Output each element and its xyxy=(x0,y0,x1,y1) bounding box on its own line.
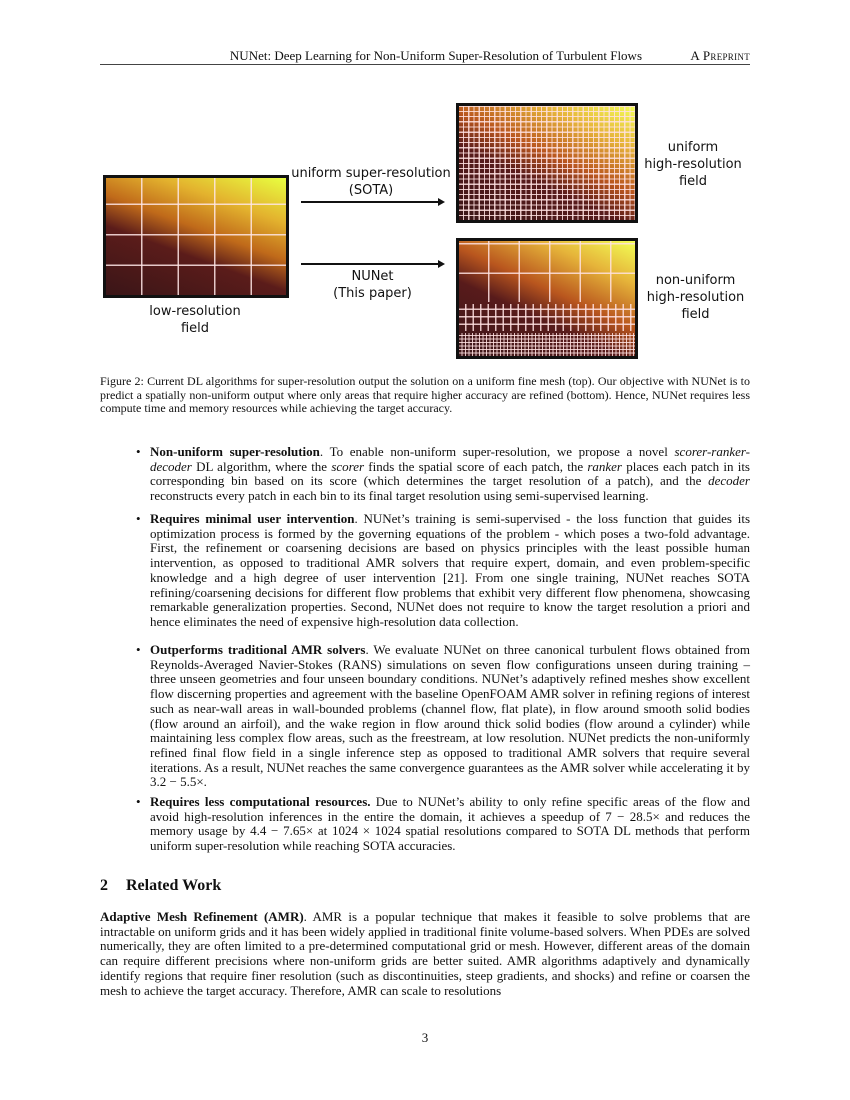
header-title: NUNet: Deep Learning for Non-Uniform Super-Resolution of Turbulent Flows xyxy=(229,48,642,63)
page-number: 3 xyxy=(421,1030,429,1045)
low-resolution-label: low-resolution field xyxy=(149,304,241,336)
header-tag: A Preprint xyxy=(690,48,750,63)
non-uniform-high-resolution-field-image xyxy=(456,238,638,359)
uniform-high-resolution-field-image xyxy=(456,103,638,223)
bullet-item: • Requires less computational resources. Due to NUNet’s ability to only refine specific areas of the flow and avoid high-resolution inferences in the entire the domain, it achieves a speedup of 7 − 28.5× and reduces the memory usage by 4.4 − 7.65× at 1024 × 1024 spatial resolutions compared to SOTA DL methods that perform uniform super-resolution while reaching SOTA accuracies. xyxy=(136,794,750,854)
uniform-hr-label: uniform high-resolution field xyxy=(644,140,742,189)
arrow-right-icon xyxy=(301,201,443,203)
caption-prefix: Figure 2: xyxy=(100,374,144,388)
running-header xyxy=(100,48,750,65)
bullet-item: • Non-uniform super-resolution. To enable non-uniform super-resolution, we propose a novel scorer-ranker-decoder DL algorithm, where the scorer finds the spatial score of each patch, the ranker places each patch in its corresponding bin based on its score (which determines the target resolution of a patch), and the decoder reconstructs every patch in each bin to its final target resolution using semi-supervised learning. xyxy=(136,444,751,504)
arrow-right-icon xyxy=(301,263,443,265)
section-heading: 2 Related Work xyxy=(100,877,222,894)
low-resolution-field-image xyxy=(103,175,289,298)
figure-caption xyxy=(100,375,750,416)
bullet-item: • Outperforms traditional AMR solvers. We evaluate NUNet on three canonical turbulent flows obtained from Reynolds-Averaged Navier-Stokes (RANS) simulations on seven flow configurations unseen during training – three unseen geometries and four unseen boundary conditions. NUNet’s adaptively refined meshes show excellent flow discerning properties and agreement with the baseline OpenFOAM AMR solver in refining regions of interest such as near-wall areas in wall-bounded problems (channel flow, flat plate), in flow around smooth solid bodies (flow around an airfoil), and the wake region in flow around thick solid bodies (flow around a cylinder) while maintaining less complex flow areas, such as the freestream, at low resolution. NUNet predicts the non-uniformly refined final flow field in a single inference step as opposed to traditional AMR solvers that require several iterations. As a result, NUNet reaches the same convergence guarantees as the AMR solver while accelerating it by 3.2 − 5.5×. xyxy=(136,642,750,790)
caption-text: Current DL algorithms for super-resolution output the solution on a uniform fine mesh (top). Our objective with NUNet is to predict a spatially non-uniform output where only areas that require higher accuracy are refined (bottom). Hence, NUNet requires less compute time and memory resources while achieving the target accuracy. xyxy=(100,374,751,415)
uniform-sr-label: uniform super-resolution (SOTA) xyxy=(291,166,451,198)
bullet-item: • Requires minimal user intervention. NUNet’s training is semi-supervised - the loss function that guides its optimization process is formed by the governing equations of the problem - which poses a two-fold advantage. First, the refinement or coarsening decisions are based on physics principles with the least possible human intervention, as opposed to traditional AMR solvers that require expert, domain, and even problem-specific knowledge and a high degree of user intervention [21]. From one single training, NUNet reaches SOTA refining/coarsening decisions for different flow problems that exhibit very different flow phenomena, showcasing remarkable generalization properties. Second, NUNet does not require to know the target resolution a priori and hence eliminates the need of expensive high-resolution data collection. xyxy=(136,511,750,629)
nunet-label: NUNet (This paper) xyxy=(333,269,412,301)
paragraph: Adaptive Mesh Refinement (AMR). AMR is a popular technique that makes it feasible to solve problems that are intractable on uniform grids and it has been widely applied in traditional finite volume-based solvers. When PDEs are solved numerically, they are often limited to a pre-determined computational grid or mesh. However, different areas of the domain can require different precisions where non-uniform grids are better suited. AMR algorithms adaptively and dynamically identify regions that require finer resolution (such as discontinuities, steep gradients, and shocks) and refine or coarsen the mesh to achieve the target accuracy. Therefore, AMR can scale to resolutions xyxy=(100,909,750,998)
non-uniform-hr-label: non-uniform high-resolution field xyxy=(646,273,745,322)
